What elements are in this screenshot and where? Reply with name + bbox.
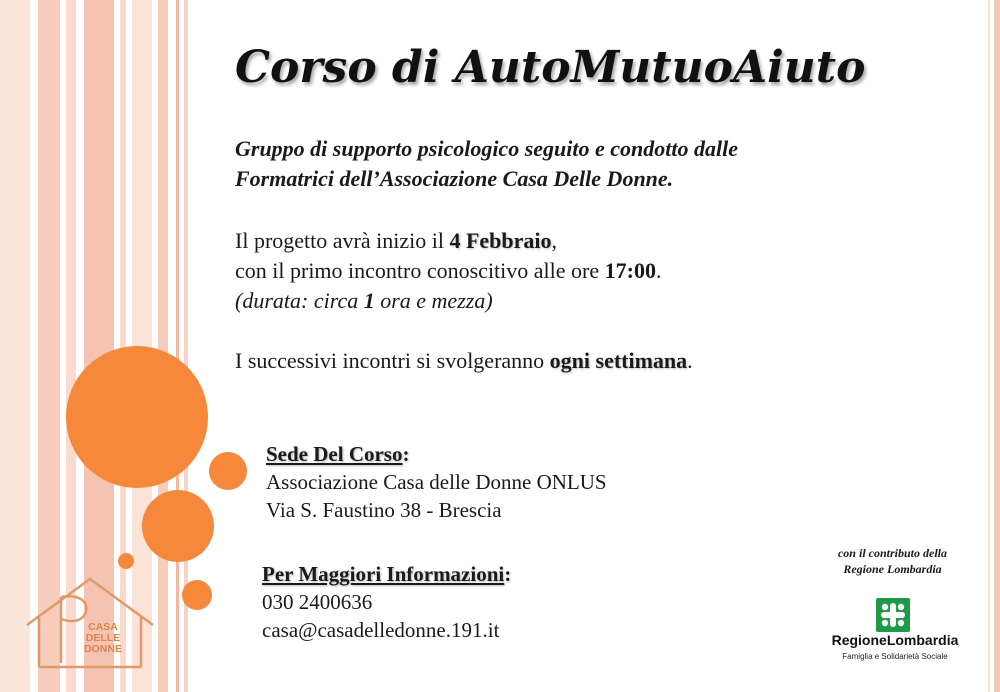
contact-phone: 030 2400636 [262, 590, 373, 614]
intro-line-3 [235, 286, 955, 316]
venue-section [266, 440, 607, 524]
medium-orange-circle [142, 490, 214, 562]
sponsor-line-1: con il contributo della [837, 546, 947, 560]
subtitle-line-1: Gruppo di supporto psicologico seguito e condotto dalle [235, 136, 738, 161]
punctuation: : [504, 562, 512, 586]
small-orange-circle [209, 452, 247, 490]
intro-text: Il progetto avrà inizio il [235, 228, 450, 253]
regione-lombardia-logo-icon [876, 598, 910, 632]
venue-heading-text: Sede Del Corso [266, 442, 403, 466]
weekly-emphasis: ogni settimana [549, 348, 688, 373]
subtitle-line-2: Formatrici dell’Associazione Casa Delle Donne. [235, 166, 674, 191]
regione-lombardia-name: RegioneLombardia [831, 632, 959, 648]
logo-line-3: DONNE [84, 643, 122, 655]
page-title: Corso di AutoMutuoAiuto [235, 42, 866, 93]
venue-address: Via S. Faustino 38 - Brescia [266, 498, 502, 522]
large-orange-circle [66, 346, 208, 488]
punctuation: . [687, 348, 693, 373]
intro-text: con il primo incontro conoscitivo alle ore [235, 258, 605, 283]
sponsor-line-2: Regione Lombardia [843, 562, 942, 576]
small-orange-circle-lower [182, 580, 212, 610]
venue-line-1: Associazione Casa delle Donne ONLUS [266, 470, 607, 494]
duration-number: 1 [363, 288, 375, 313]
start-date: 4 Febbraio [449, 228, 552, 253]
punctuation: : [402, 442, 410, 466]
contact-heading [262, 560, 511, 588]
logo-line-1: CASA [88, 621, 118, 633]
weekly-text: I successivi incontri si svolgeranno [235, 348, 550, 373]
intro-paragraph [235, 226, 955, 316]
weekly-paragraph [235, 346, 955, 376]
sponsor-text [810, 545, 975, 577]
contact-heading-text: Per Maggiori Informazioni [262, 562, 505, 586]
intro-line-1 [235, 226, 955, 256]
start-time: 17:00 [604, 258, 656, 283]
punctuation: . [655, 258, 662, 283]
right-border-line [988, 0, 990, 692]
duration-text: ora e mezza) [374, 288, 493, 313]
casa-delle-donne-logo-text [78, 622, 128, 655]
contact-email: casa@casadelledonne.191.it [262, 618, 500, 642]
venue-heading [266, 440, 607, 468]
logo-line-2: DELLE [85, 632, 121, 644]
punctuation: , [551, 228, 557, 253]
right-border [994, 0, 1000, 692]
duration-text: (durata: circa [235, 288, 364, 313]
contact-section [262, 560, 511, 644]
tiny-orange-circle [118, 553, 134, 569]
regione-lombardia-subtitle: Famiglia e Solidarietà Sociale [842, 652, 948, 661]
intro-line-2 [235, 256, 955, 286]
subtitle [235, 134, 935, 194]
